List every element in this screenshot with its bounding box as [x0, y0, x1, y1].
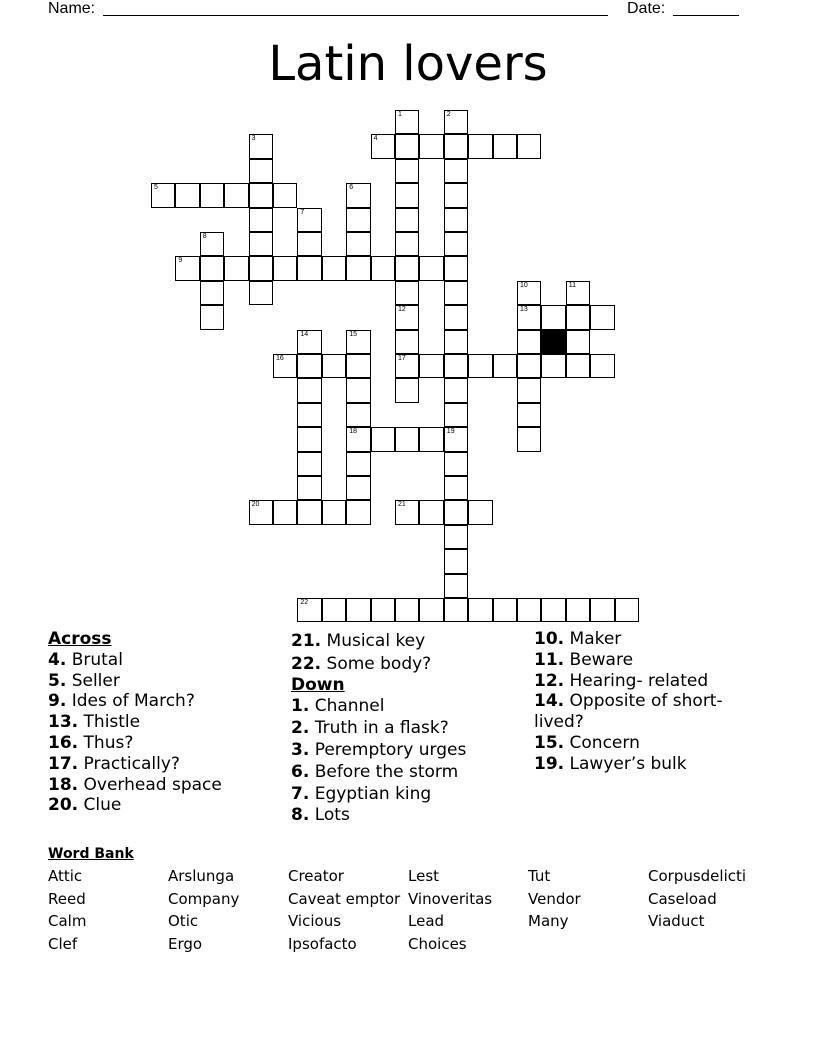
- crossword-cell[interactable]: [249, 232, 273, 256]
- crossword-cell[interactable]: [468, 500, 492, 524]
- clue-text: Clue: [78, 795, 122, 816]
- name-label: Name:: [48, 0, 96, 17]
- date-label: Date:: [627, 0, 666, 17]
- clue-item: [291, 740, 526, 761]
- crossword-cell[interactable]: [395, 208, 419, 232]
- crossword-cell[interactable]: [444, 452, 468, 476]
- crossword-cell[interactable]: [444, 159, 468, 183]
- crossword-cell[interactable]: [371, 256, 395, 280]
- clue-number: 18.: [48, 774, 79, 795]
- clue-number: 5.: [48, 670, 67, 691]
- clue-number: 6.: [291, 761, 310, 782]
- crossword-cell[interactable]: [297, 476, 321, 500]
- crossword-cell[interactable]: [566, 330, 590, 354]
- clues-column-1: [48, 629, 283, 816]
- crossword-cell[interactable]: [151, 183, 175, 207]
- crossword-cell[interactable]: [249, 208, 273, 232]
- clue-text: Some body?: [321, 653, 432, 674]
- cell-number: 12: [398, 306, 406, 314]
- crossword-cell[interactable]: [419, 134, 443, 158]
- clue-item: [291, 631, 526, 652]
- crossword-cell[interactable]: [517, 598, 541, 622]
- clue-number: 2.: [291, 718, 310, 739]
- crossword-cell[interactable]: [371, 427, 395, 451]
- clue-item: [291, 718, 526, 739]
- clue-text: Ides of March?: [66, 691, 195, 712]
- clue-item: [48, 650, 283, 671]
- crossword-cell[interactable]: [444, 354, 468, 378]
- crossword-cell[interactable]: [346, 183, 370, 207]
- clue-text: Concern: [564, 732, 640, 753]
- crossword-cell[interactable]: [517, 134, 541, 158]
- clue-item: [291, 784, 526, 805]
- word-bank-item: Attic: [48, 867, 83, 885]
- crossword-cell[interactable]: [468, 134, 492, 158]
- clue-item: [534, 754, 769, 775]
- clue-text: Thistle: [78, 712, 141, 733]
- crossword-cell[interactable]: [444, 232, 468, 256]
- crossword-cell[interactable]: [419, 598, 443, 622]
- crossword-cell[interactable]: [346, 232, 370, 256]
- word-bank-item: Lest: [408, 867, 440, 885]
- cell-number: 21: [398, 501, 406, 509]
- crossword-cell[interactable]: [346, 330, 370, 354]
- word-bank-item: Lead: [408, 912, 445, 931]
- crossword-cell[interactable]: [493, 598, 517, 622]
- crossword-cell[interactable]: [249, 134, 273, 158]
- crossword-cell[interactable]: [566, 281, 590, 305]
- clue-number: 22.: [291, 653, 322, 674]
- cell-number: 8: [202, 233, 207, 240]
- crossword-cell[interactable]: [395, 256, 419, 280]
- clue-item: [48, 775, 283, 796]
- cell-number: 15: [349, 330, 357, 338]
- crossword-cell[interactable]: [273, 500, 297, 524]
- crossword-cell[interactable]: [517, 427, 541, 451]
- clue-text: Before the storm: [309, 761, 459, 782]
- clue-text: Lawyer’s bulk: [564, 753, 687, 774]
- crossword-cell[interactable]: [371, 134, 395, 158]
- word-bank-item: Creator: [288, 867, 344, 885]
- clue-item: [291, 805, 526, 826]
- clue-item: [534, 671, 769, 692]
- crossword-cell[interactable]: [200, 281, 224, 305]
- crossword-cell[interactable]: [224, 183, 248, 207]
- crossword-cell[interactable]: [444, 281, 468, 305]
- crossword-cell[interactable]: [346, 452, 370, 476]
- crossword-cell[interactable]: [346, 354, 370, 378]
- crossword-cell[interactable]: [493, 134, 517, 158]
- cell-number: 16: [276, 355, 284, 362]
- crossword-cell[interactable]: [297, 232, 321, 256]
- crossword-cell[interactable]: [322, 354, 346, 378]
- cell-number: 11: [568, 281, 577, 289]
- clue-item: [48, 733, 283, 754]
- crossword-cell[interactable]: [395, 281, 419, 305]
- clue-item: [291, 762, 526, 783]
- crossword-cell[interactable]: [395, 183, 419, 207]
- crossword-cell[interactable]: [395, 305, 419, 329]
- cell-number: 20: [251, 501, 260, 509]
- clue-text: Maker: [564, 629, 622, 649]
- crossword-cell[interactable]: [517, 305, 541, 329]
- crossword-cell[interactable]: [346, 598, 370, 622]
- cell-number: 7: [300, 208, 305, 216]
- crossword-cell[interactable]: [175, 183, 199, 207]
- clue-number: 9.: [48, 691, 67, 712]
- clue-text: Beware: [564, 649, 634, 670]
- crossword-cell[interactable]: [444, 256, 468, 280]
- black-square: [541, 330, 565, 354]
- crossword-cell[interactable]: [200, 305, 224, 329]
- crossword-cell[interactable]: [322, 256, 346, 280]
- clue-number: 4.: [48, 649, 67, 670]
- clue-number: 20.: [48, 795, 79, 816]
- crossword-cell[interactable]: [468, 598, 492, 622]
- clue-number: 1.: [291, 696, 310, 717]
- crossword-cell[interactable]: [395, 598, 419, 622]
- word-bank-title: Word Bank: [48, 846, 134, 862]
- crossword-cell[interactable]: [297, 378, 321, 402]
- clue-text: Truth in a flask?: [309, 718, 449, 739]
- crossword-cell[interactable]: [541, 354, 565, 378]
- clue-number: 3.: [291, 739, 310, 760]
- crossword-cell[interactable]: [371, 598, 395, 622]
- word-bank-item: Caseload: [648, 889, 717, 908]
- down-heading: Down: [291, 674, 345, 695]
- word-bank-item: Caveat emptor: [288, 889, 401, 908]
- crossword-cell[interactable]: [346, 476, 370, 500]
- cell-number: 5: [154, 184, 158, 192]
- crossword-cell[interactable]: [566, 305, 590, 329]
- crossword-cell[interactable]: [541, 305, 565, 329]
- cell-number: 10: [520, 281, 528, 289]
- crossword-cell[interactable]: [249, 281, 273, 305]
- crossword-cell[interactable]: [249, 183, 273, 207]
- across-heading: Across: [48, 629, 112, 649]
- cell-number: 13: [520, 306, 528, 314]
- crossword-cell[interactable]: [615, 598, 639, 622]
- word-bank-item: Calm: [48, 912, 87, 931]
- cell-number: 2: [446, 111, 451, 118]
- clue-item: [48, 754, 283, 775]
- clue-item: [48, 671, 283, 692]
- crossword-cell[interactable]: [444, 476, 468, 500]
- crossword-cell[interactable]: [175, 256, 199, 280]
- crossword-cell[interactable]: [444, 330, 468, 354]
- crossword-cell[interactable]: [346, 500, 370, 524]
- page-title: Latin lovers: [268, 36, 548, 92]
- crossword-cell[interactable]: [517, 330, 541, 354]
- crossword-cell[interactable]: [444, 549, 468, 573]
- clue-number: 11.: [534, 649, 565, 670]
- crossword-cell[interactable]: [444, 427, 468, 451]
- crossword-cell[interactable]: [249, 256, 273, 280]
- clue-text: Seller: [66, 670, 120, 691]
- crossword-cell[interactable]: [249, 500, 273, 524]
- crossword-cell[interactable]: [200, 232, 224, 256]
- clue-text: Opposite of short-lived?: [534, 691, 723, 733]
- clues-column-3: [534, 629, 769, 775]
- cell-number: 9: [178, 257, 183, 265]
- clue-text: Egyptian king: [309, 783, 432, 804]
- clue-number: 17.: [48, 753, 79, 774]
- crossword-cell[interactable]: [249, 159, 273, 183]
- crossword-cell[interactable]: [419, 256, 443, 280]
- word-bank-item: Company: [168, 889, 240, 908]
- crossword-cell[interactable]: [395, 110, 419, 134]
- crossword-cell[interactable]: [590, 598, 614, 622]
- crossword-cell[interactable]: [444, 574, 468, 598]
- crossword-cell[interactable]: [200, 256, 224, 280]
- crossword-cell[interactable]: [395, 232, 419, 256]
- crossword-cell[interactable]: [297, 403, 321, 427]
- crossword-cell[interactable]: [395, 378, 419, 402]
- clue-number: 21.: [291, 631, 322, 651]
- crossword-cell[interactable]: [297, 208, 321, 232]
- crossword-cell[interactable]: [419, 427, 443, 451]
- crossword-cell[interactable]: [297, 354, 321, 378]
- word-bank-item: Choices: [408, 935, 467, 954]
- clue-text: Practically?: [78, 753, 180, 774]
- crossword-cell[interactable]: [444, 134, 468, 158]
- crossword-cell[interactable]: [297, 598, 321, 622]
- cell-number: 6: [349, 184, 354, 192]
- crossword-cell[interactable]: [444, 378, 468, 402]
- clue-text: Thus?: [78, 732, 134, 753]
- clue-number: 10.: [534, 629, 565, 649]
- crossword-cell[interactable]: [395, 427, 419, 451]
- crossword-cell[interactable]: [297, 427, 321, 451]
- crossword-cell[interactable]: [395, 330, 419, 354]
- clue-item: [534, 691, 769, 733]
- crossword-cell[interactable]: [346, 378, 370, 402]
- cell-number: 22: [300, 599, 309, 606]
- clue-text: Musical key: [321, 631, 426, 651]
- crossword-cell[interactable]: [273, 256, 297, 280]
- clue-number: 13.: [48, 712, 79, 733]
- crossword-cell[interactable]: [346, 256, 370, 280]
- cell-number: 14: [300, 330, 309, 338]
- crossword-cell[interactable]: [273, 183, 297, 207]
- clue-text: Overhead space: [78, 774, 222, 795]
- word-bank-item: Many: [528, 912, 569, 931]
- cell-number: 4: [373, 135, 378, 143]
- crossword-cell[interactable]: [517, 354, 541, 378]
- clue-number: 16.: [48, 732, 79, 753]
- crossword-cell[interactable]: [346, 427, 370, 451]
- crossword-cell[interactable]: [297, 452, 321, 476]
- crossword-cell[interactable]: [444, 525, 468, 549]
- word-bank-item: Viaduct: [648, 912, 705, 931]
- crossword-cell[interactable]: [444, 110, 468, 134]
- clue-number: 15.: [534, 732, 565, 753]
- word-bank-item: Clef: [48, 935, 78, 954]
- crossword-cell[interactable]: [468, 354, 492, 378]
- word-bank-item: Otic: [168, 912, 199, 931]
- clue-text: Brutal: [66, 649, 123, 670]
- clue-item: [291, 696, 526, 717]
- clue-item: [534, 650, 769, 671]
- clue-item: [534, 733, 769, 754]
- cell-number: 17: [398, 355, 406, 362]
- clue-item: [534, 629, 769, 650]
- clue-item: [291, 654, 526, 675]
- crossword-cell[interactable]: [273, 354, 297, 378]
- clues-column-2: [291, 629, 526, 826]
- crossword-cell[interactable]: [322, 598, 346, 622]
- crossword-cell[interactable]: [395, 134, 419, 158]
- crossword-cell[interactable]: [395, 500, 419, 524]
- clue-number: 14.: [534, 691, 565, 712]
- clue-text: Channel: [309, 696, 385, 717]
- crossword-cell[interactable]: [444, 183, 468, 207]
- crossword-cell[interactable]: [395, 354, 419, 378]
- crossword-cell[interactable]: [444, 403, 468, 427]
- crossword-cell[interactable]: [517, 378, 541, 402]
- clue-item: [48, 795, 283, 816]
- cell-number: 3: [251, 135, 256, 143]
- clue-number: 8.: [291, 805, 310, 826]
- crossword-cell[interactable]: [517, 403, 541, 427]
- crossword-cell[interactable]: [395, 159, 419, 183]
- crossword-cell[interactable]: [419, 354, 443, 378]
- crossword-cell[interactable]: [297, 256, 321, 280]
- crossword-cell[interactable]: [517, 281, 541, 305]
- crossword-cell[interactable]: [590, 354, 614, 378]
- word-bank-item: Corpusdelicti: [648, 867, 747, 885]
- clue-item: [48, 691, 283, 712]
- crossword-cell[interactable]: [493, 354, 517, 378]
- crossword-cell[interactable]: [541, 598, 565, 622]
- crossword-cell[interactable]: [444, 305, 468, 329]
- crossword-cell[interactable]: [444, 598, 468, 622]
- crossword-cell[interactable]: [590, 305, 614, 329]
- clue-text: Hearing- related: [564, 670, 709, 691]
- clue-number: 19.: [534, 753, 565, 774]
- crossword-cell[interactable]: [322, 500, 346, 524]
- word-bank-item: Reed: [48, 889, 86, 908]
- word-bank-item: Ipsofacto: [288, 935, 357, 954]
- crossword-cell[interactable]: [200, 183, 224, 207]
- crossword-cell[interactable]: [419, 500, 443, 524]
- cell-number: 1: [398, 111, 402, 118]
- clue-number: 12.: [534, 670, 565, 691]
- crossword-cell[interactable]: [297, 500, 321, 524]
- cell-number: 18: [349, 428, 357, 436]
- crossword-cell[interactable]: [444, 208, 468, 232]
- crossword-cell[interactable]: [346, 208, 370, 232]
- clue-text: Peremptory urges: [309, 739, 467, 760]
- word-bank-item: Vicious: [288, 912, 342, 931]
- word-bank-item: Tut: [528, 867, 551, 885]
- word-bank-item: Vendor: [528, 889, 581, 908]
- clue-text: Lots: [309, 805, 350, 826]
- crossword-cell[interactable]: [224, 256, 248, 280]
- word-bank-item: Arslunga: [168, 867, 235, 885]
- clue-item: [48, 712, 283, 733]
- word-bank: [48, 866, 768, 957]
- word-bank-item: Ergo: [168, 935, 203, 954]
- cell-number: 19: [446, 428, 455, 436]
- crossword-cell[interactable]: [444, 500, 468, 524]
- crossword-cell[interactable]: [566, 598, 590, 622]
- word-bank-item: Vinoveritas: [408, 889, 493, 908]
- crossword-cell[interactable]: [566, 354, 590, 378]
- clue-number: 7.: [291, 783, 310, 804]
- crossword-cell[interactable]: [297, 330, 321, 354]
- crossword-cell[interactable]: [346, 403, 370, 427]
